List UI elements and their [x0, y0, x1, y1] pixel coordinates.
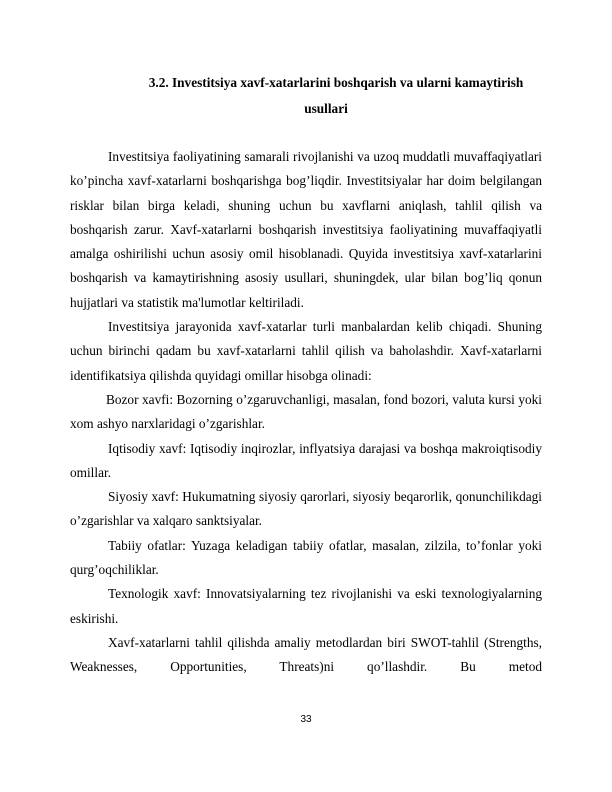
paragraph-intro: Investitsiya faoliyatining samarali rivojlanishi va uzoq muddatli muvaffaqiyatlari ko’pincha xavf-xatarlarni boshqarishga bog’liqdir. Investitsiyalar har doim belgilangan risklar bilan birga keladi, shuning uchun bu xavflarni aniqlash, tahlil qilish va boshqarish zarur. Xavf-xatarlarni boshqarish investitsiya faoliyatining muvaffaqiyatli amalga oshirilishi uchun asosiy omil hisoblanadi. Quyida investitsiya xavf-xatarlarini boshqarish va kamaytirishning asosiy usullari, shuningdek, ular bilan bog’liq qonun hujjatlari va statistik ma'lumotlar keltiriladi. [70, 149, 542, 310]
document-body [70, 145, 542, 680]
paragraph-natural-disasters: Tabiiy ofatlar: Yuzaga keladigan tabiiy ofatlar, masalan, zilzila, to’fonlar yoki qurg’oqchiliklar. [70, 537, 542, 578]
section-title [110, 71, 542, 121]
section-title-line-2: usullari [304, 101, 348, 116]
page-number: 33 [300, 714, 312, 725]
paragraph-risk-sources: Investitsiya jarayonida xavf-xatarlar turli manbalardan kelib chiqadi. Shuning uchun birinchi qadam bu xavf-xatarlarni tahlil qilish va baholashdir. Xavf-xatarlarni identifikatsiya qilishda quyidagi omillar hisobga olinadi: [70, 319, 542, 383]
paragraph-swot: Xavf-xatarlarni tahlil qilishda amaliy metodlardan biri SWOT-tahlil (Strengths, Weaknesses, Opportunities, Threats)ni qo’llashdir. Bu metod [70, 634, 542, 675]
paragraph-economic-risk: Iqtisodiy xavf: Iqtisodiy inqirozlar, inflyatsiya darajasi va boshqa makroiqtisodiy omillar. [70, 440, 542, 480]
paragraph-political-risk: Siyosiy xavf: Hukumatning siyosiy qarorlari, siyosiy beqarorlik, qonunchilikdagi o’zgarishlar va xalqaro sanktsiyalar. [70, 489, 542, 529]
section-title-line-1: 3.2. Investitsiya xavf-xatarlarini boshqarish va ularni kamaytirish [148, 75, 524, 90]
paragraph-market-risk: Bozor xavfi: Bozorning o’zgaruvchanligi, masalan, fond bozori, valuta kursi yoki xom ashyo narxlaridagi o’zgarishlar. [70, 391, 542, 432]
paragraph-technological-risk: Texnologik xavf: Innovatsiyalarning tez rivojlanishi va eski texnologiyalarning eskirishi. [70, 586, 542, 626]
